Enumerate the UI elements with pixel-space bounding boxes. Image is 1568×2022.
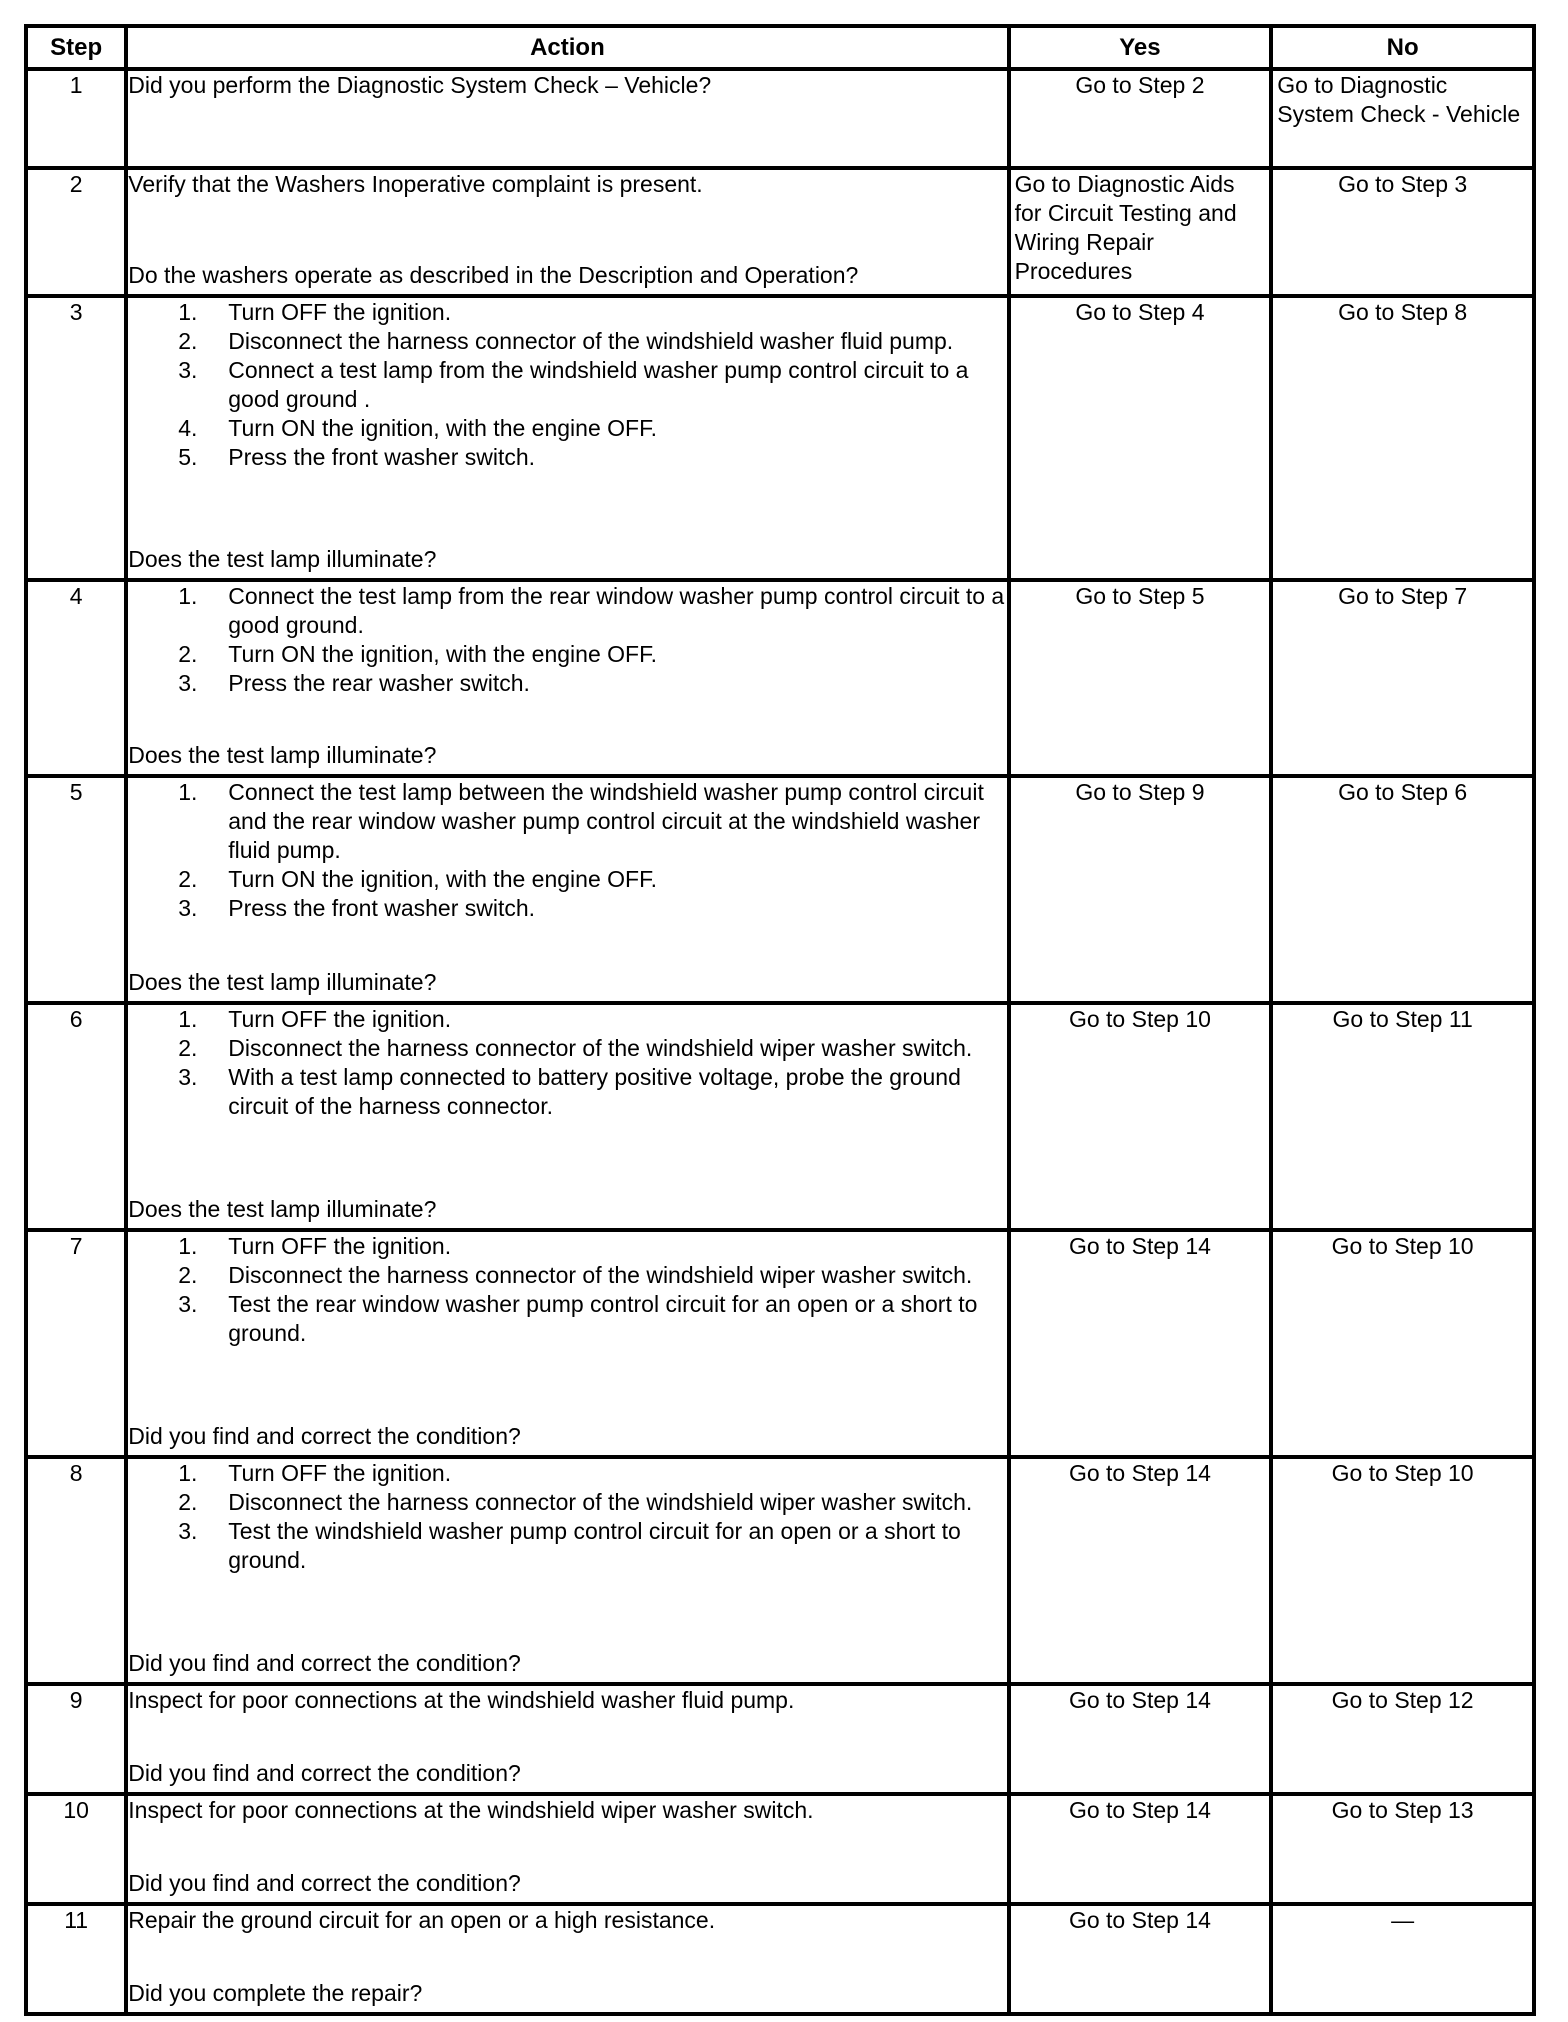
procedure-step-text: Disconnect the harness connector of the windshield wiper washer switch. bbox=[228, 1035, 973, 1061]
action-content bbox=[128, 1459, 1006, 1678]
action-text: Inspect for poor connections at the windshield wiper washer switch. bbox=[128, 1797, 814, 1823]
yes-result: Go to Step 14 bbox=[1009, 1230, 1272, 1457]
action-question: Does the test lamp illuminate? bbox=[128, 969, 437, 995]
header-no: No bbox=[1271, 26, 1534, 69]
yes-result: Go to Step 14 bbox=[1009, 1904, 1272, 2014]
procedure-step bbox=[178, 1459, 1006, 1488]
action-content bbox=[128, 778, 1006, 997]
procedure-step-number: 1. bbox=[178, 1233, 198, 1259]
table-row bbox=[26, 1904, 1534, 2014]
table-row bbox=[26, 580, 1534, 776]
procedure-step-number: 1. bbox=[178, 1006, 198, 1032]
procedure-step-text: Test the windshield washer pump control circuit for an open or a short to ground. bbox=[228, 1518, 961, 1573]
action-cell bbox=[126, 1457, 1008, 1684]
action-text: Did you perform the Diagnostic System Check – Vehicle? bbox=[128, 72, 712, 98]
procedure-step-text: Turn ON the ignition, with the engine OFF. bbox=[228, 415, 657, 441]
procedure-step-text: Turn OFF the ignition. bbox=[228, 1460, 452, 1486]
action-question: Did you find and correct the condition? bbox=[128, 1870, 521, 1896]
action-cell bbox=[126, 69, 1008, 168]
procedure-list bbox=[128, 778, 1006, 923]
action-body bbox=[128, 778, 1006, 923]
header-row bbox=[26, 26, 1534, 69]
no-result: Go to Step 3 bbox=[1271, 168, 1534, 296]
procedure-step bbox=[178, 1232, 1006, 1261]
procedure-step-text: Press the rear washer switch. bbox=[228, 670, 530, 696]
procedure-step-number: 4. bbox=[178, 415, 198, 441]
procedure-step-text: Turn OFF the ignition. bbox=[228, 1006, 452, 1032]
procedure-step-number: 1. bbox=[178, 583, 198, 609]
action-cell bbox=[126, 1684, 1008, 1794]
procedure-step-text: Disconnect the harness connector of the windshield washer fluid pump. bbox=[228, 328, 954, 354]
step-number: 1 bbox=[26, 69, 126, 168]
table-row bbox=[26, 1794, 1534, 1904]
action-question: Does the test lamp illuminate? bbox=[128, 546, 437, 572]
action-question: Did you find and correct the condition? bbox=[128, 1423, 521, 1449]
step-number: 3 bbox=[26, 296, 126, 580]
action-body bbox=[128, 71, 1006, 100]
action-body bbox=[128, 298, 1006, 472]
yes-result: Go to Step 10 bbox=[1009, 1003, 1272, 1230]
action-question: Does the test lamp illuminate? bbox=[128, 742, 437, 768]
procedure-step bbox=[178, 1034, 1006, 1063]
procedure-step-text: Turn OFF the ignition. bbox=[228, 1233, 452, 1259]
procedure-list bbox=[128, 1232, 1006, 1348]
action-content bbox=[128, 170, 1006, 290]
procedure-step-text: Press the front washer switch. bbox=[228, 895, 536, 921]
step-number: 2 bbox=[26, 168, 126, 296]
procedure-step-text: Disconnect the harness connector of the windshield wiper washer switch. bbox=[228, 1489, 973, 1515]
action-question: Did you find and correct the condition? bbox=[128, 1760, 521, 1786]
table-row bbox=[26, 1230, 1534, 1457]
step-number: 11 bbox=[26, 1904, 126, 2014]
procedure-step bbox=[178, 582, 1006, 640]
procedure-step-number: 2. bbox=[178, 866, 198, 892]
action-question: Does the test lamp illuminate? bbox=[128, 1196, 437, 1222]
yes-result: Go to Step 9 bbox=[1009, 776, 1272, 1003]
yes-result: Go to Step 14 bbox=[1009, 1457, 1272, 1684]
action-body bbox=[128, 1906, 1006, 1935]
procedure-step bbox=[178, 778, 1006, 865]
yes-result: Go to Step 4 bbox=[1009, 296, 1272, 580]
no-result: Go to Step 13 bbox=[1271, 1794, 1534, 1904]
step-number: 9 bbox=[26, 1684, 126, 1794]
procedure-step bbox=[178, 356, 1006, 414]
action-cell bbox=[126, 776, 1008, 1003]
action-cell bbox=[126, 1904, 1008, 2014]
action-body bbox=[128, 1005, 1006, 1121]
action-question: Did you find and correct the condition? bbox=[128, 1650, 521, 1676]
yes-result: Go to Step 14 bbox=[1009, 1794, 1272, 1904]
action-cell bbox=[126, 168, 1008, 296]
no-result: Go to Step 8 bbox=[1271, 296, 1534, 580]
action-content bbox=[128, 1005, 1006, 1224]
action-content bbox=[128, 1686, 1006, 1788]
no-result: Go to Step 12 bbox=[1271, 1684, 1534, 1794]
procedure-step-number: 5. bbox=[178, 444, 198, 470]
yes-result: Go to Step 5 bbox=[1009, 580, 1272, 776]
no-result: Go to Step 6 bbox=[1271, 776, 1534, 1003]
no-result: Go to Step 10 bbox=[1271, 1230, 1534, 1457]
procedure-list bbox=[128, 1459, 1006, 1575]
procedure-step-number: 2. bbox=[178, 1489, 198, 1515]
action-question: Did you complete the repair? bbox=[128, 1980, 423, 2006]
no-result: Go to Step 10 bbox=[1271, 1457, 1534, 1684]
step-number: 7 bbox=[26, 1230, 126, 1457]
action-cell bbox=[126, 296, 1008, 580]
procedure-list bbox=[128, 582, 1006, 698]
procedure-list bbox=[128, 1005, 1006, 1121]
procedure-step-number: 1. bbox=[178, 779, 198, 805]
step-number: 10 bbox=[26, 1794, 126, 1904]
header-yes: Yes bbox=[1009, 26, 1272, 69]
table-row bbox=[26, 168, 1534, 296]
procedure-step-number: 3. bbox=[178, 1064, 198, 1090]
procedure-step bbox=[178, 298, 1006, 327]
action-content bbox=[128, 1796, 1006, 1898]
table-row bbox=[26, 1003, 1534, 1230]
procedure-step bbox=[178, 669, 1006, 698]
procedure-step bbox=[178, 1063, 1006, 1121]
procedure-step bbox=[178, 640, 1006, 669]
procedure-step-number: 3. bbox=[178, 357, 198, 383]
table-row bbox=[26, 296, 1534, 580]
action-content bbox=[128, 582, 1006, 770]
step-number: 5 bbox=[26, 776, 126, 1003]
no-result: Go to Step 11 bbox=[1271, 1003, 1534, 1230]
procedure-step bbox=[178, 1517, 1006, 1575]
step-number: 4 bbox=[26, 580, 126, 776]
procedure-step bbox=[178, 1261, 1006, 1290]
diagnostic-table bbox=[24, 24, 1536, 2016]
procedure-step bbox=[178, 414, 1006, 443]
procedure-step bbox=[178, 1005, 1006, 1034]
procedure-step-text: Turn ON the ignition, with the engine OFF. bbox=[228, 866, 657, 892]
procedure-step bbox=[178, 1488, 1006, 1517]
action-body bbox=[128, 1686, 1006, 1715]
procedure-step bbox=[178, 443, 1006, 472]
procedure-step bbox=[178, 865, 1006, 894]
action-cell bbox=[126, 1003, 1008, 1230]
procedure-step-text: With a test lamp connected to battery positive voltage, probe the ground circuit of the harness connector. bbox=[228, 1064, 961, 1119]
procedure-step bbox=[178, 1290, 1006, 1348]
procedure-step-text: Connect a test lamp from the windshield washer pump control circuit to a good ground . bbox=[228, 357, 969, 412]
action-content bbox=[128, 71, 1006, 162]
no-result: — bbox=[1271, 1904, 1534, 2014]
action-body bbox=[128, 582, 1006, 698]
action-content bbox=[128, 1232, 1006, 1451]
step-number: 8 bbox=[26, 1457, 126, 1684]
table-row bbox=[26, 1457, 1534, 1684]
procedure-list bbox=[128, 298, 1006, 472]
procedure-step-text: Test the rear window washer pump control circuit for an open or a short to ground. bbox=[228, 1291, 978, 1346]
procedure-step-number: 2. bbox=[178, 328, 198, 354]
action-body bbox=[128, 1459, 1006, 1575]
procedure-step bbox=[178, 327, 1006, 356]
action-cell bbox=[126, 1794, 1008, 1904]
header-step: Step bbox=[26, 26, 126, 69]
action-text: Inspect for poor connections at the windshield washer fluid pump. bbox=[128, 1687, 795, 1713]
yes-result: Go to Diagnostic Aids for Circuit Testing and Wiring Repair Procedures bbox=[1009, 168, 1272, 296]
table-body bbox=[26, 69, 1534, 2014]
procedure-step-text: Connect the test lamp between the windshield washer pump control circuit and the rear window washer pump control circuit at the windshield washer fluid pump. bbox=[228, 779, 984, 863]
procedure-step-number: 3. bbox=[178, 895, 198, 921]
procedure-step-text: Press the front washer switch. bbox=[228, 444, 536, 470]
action-text: Verify that the Washers Inoperative complaint is present. bbox=[128, 171, 703, 197]
procedure-step-text: Turn ON the ignition, with the engine OFF. bbox=[228, 641, 657, 667]
procedure-step-text: Disconnect the harness connector of the windshield wiper washer switch. bbox=[228, 1262, 973, 1288]
action-body bbox=[128, 1232, 1006, 1348]
procedure-step-number: 2. bbox=[178, 1262, 198, 1288]
action-content bbox=[128, 1906, 1006, 2008]
no-result: Go to Step 7 bbox=[1271, 580, 1534, 776]
procedure-step-number: 1. bbox=[178, 1460, 198, 1486]
table-row bbox=[26, 69, 1534, 168]
procedure-step-text: Turn OFF the ignition. bbox=[228, 299, 452, 325]
action-body bbox=[128, 170, 1006, 199]
action-question: Do the washers operate as described in the Description and Operation? bbox=[128, 262, 859, 288]
action-text: Repair the ground circuit for an open or a high resistance. bbox=[128, 1907, 716, 1933]
action-body bbox=[128, 1796, 1006, 1825]
yes-result: Go to Step 14 bbox=[1009, 1684, 1272, 1794]
yes-result: Go to Step 2 bbox=[1009, 69, 1272, 168]
table-row bbox=[26, 776, 1534, 1003]
procedure-step-number: 2. bbox=[178, 641, 198, 667]
procedure-step-number: 1. bbox=[178, 299, 198, 325]
procedure-step-text: Connect the test lamp from the rear window washer pump control circuit to a good ground. bbox=[228, 583, 1005, 638]
action-cell bbox=[126, 580, 1008, 776]
header-action: Action bbox=[126, 26, 1008, 69]
procedure-step-number: 3. bbox=[178, 1291, 198, 1317]
procedure-step-number: 3. bbox=[178, 1518, 198, 1544]
table-row bbox=[26, 1684, 1534, 1794]
step-number: 6 bbox=[26, 1003, 126, 1230]
action-content bbox=[128, 298, 1006, 574]
action-cell bbox=[126, 1230, 1008, 1457]
procedure-step-number: 3. bbox=[178, 670, 198, 696]
no-result: Go to Diagnostic System Check - Vehicle bbox=[1271, 69, 1534, 168]
procedure-step bbox=[178, 894, 1006, 923]
procedure-step-number: 2. bbox=[178, 1035, 198, 1061]
